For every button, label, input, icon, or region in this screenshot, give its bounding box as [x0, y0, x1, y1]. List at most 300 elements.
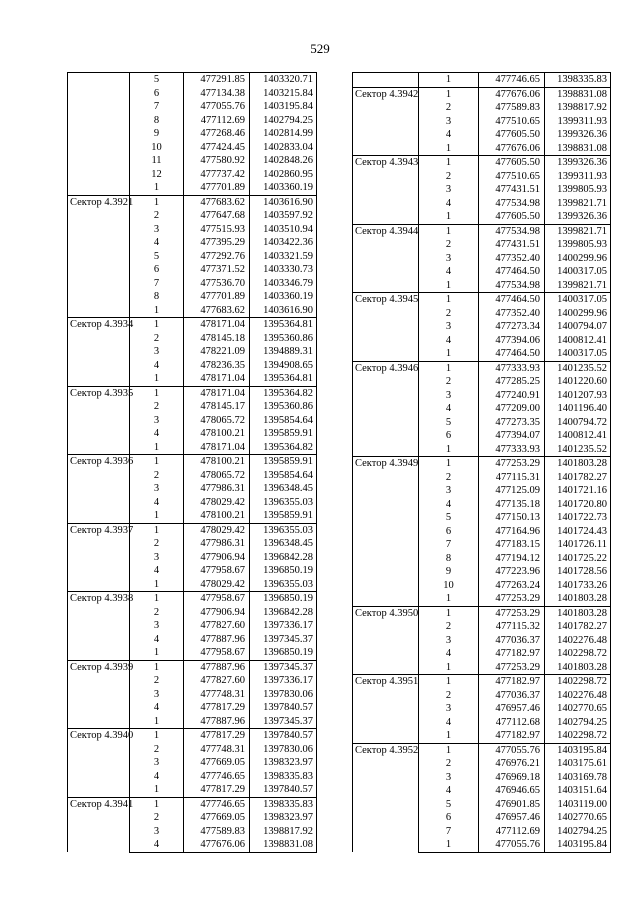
coordinate-x: 477182.97 [479, 647, 545, 661]
coordinate-x: 477887.96 [184, 633, 250, 647]
coordinate-y: 1398831.08 [250, 838, 317, 852]
coordinate-y: 1403119.00 [545, 798, 611, 812]
point-number: 1 [130, 797, 184, 811]
coordinate-y: 1398817.92 [545, 101, 611, 115]
coordinate-y: 1399805.93 [545, 238, 611, 252]
point-number: 2 [419, 238, 479, 252]
coordinate-y: 1394889.31 [250, 345, 317, 359]
coordinate-x: 477536.70 [184, 277, 250, 291]
coordinate-x: 477223.96 [479, 565, 545, 579]
sector-name: Сектор 4.3939 [68, 660, 130, 729]
point-number: 4 [130, 564, 184, 578]
coordinate-x: 476976.21 [479, 757, 545, 771]
table-row [68, 455, 317, 469]
point-number: 5 [130, 250, 184, 264]
point-number: 2 [419, 471, 479, 485]
point-number: 2 [130, 674, 184, 688]
coordinate-x: 478029.42 [184, 523, 250, 537]
coordinate-y: 1401782.27 [545, 471, 611, 485]
coordinate-x: 477986.31 [184, 482, 250, 496]
coordinate-x: 477115.32 [479, 620, 545, 634]
coordinate-y: 1400812.41 [545, 334, 611, 348]
coordinate-y: 1403175.61 [545, 757, 611, 771]
point-number: 8 [130, 290, 184, 304]
coordinate-y: 1401728.56 [545, 565, 611, 579]
point-number: 5 [419, 416, 479, 430]
coordinate-x: 477183.15 [479, 538, 545, 552]
coordinate-y: 1399326.36 [545, 128, 611, 142]
point-number: 3 [419, 634, 479, 648]
point-number: 7 [419, 825, 479, 839]
point-number: 7 [130, 277, 184, 291]
point-number: 1 [130, 304, 184, 318]
coordinate-x: 477333.93 [479, 361, 545, 375]
coordinate-x: 478145.17 [184, 400, 250, 414]
point-number: 1 [130, 386, 184, 400]
table-row [68, 73, 317, 87]
coordinate-y: 1399326.36 [545, 210, 611, 224]
coordinate-y: 1400794.07 [545, 320, 611, 334]
coordinate-y: 1402298.72 [545, 675, 611, 689]
point-number: 1 [419, 361, 479, 375]
point-number: 2 [130, 606, 184, 620]
point-number: 1 [419, 675, 479, 689]
table-row [68, 386, 317, 400]
point-number: 3 [130, 619, 184, 633]
coordinate-y: 1399311.93 [545, 170, 611, 184]
point-number: 1 [130, 660, 184, 674]
sector-name: Сектор 4.3945 [353, 293, 419, 362]
sector-name: Сектор 4.3946 [353, 361, 419, 457]
coordinate-x: 477394.07 [479, 429, 545, 443]
point-number: 1 [419, 592, 479, 606]
coordinate-x: 477055.76 [479, 743, 545, 757]
table-row [353, 606, 611, 620]
point-number: 9 [419, 565, 479, 579]
point-number: 4 [130, 427, 184, 441]
point-number: 6 [419, 525, 479, 539]
coordinate-y: 1403616.90 [250, 195, 317, 209]
coordinate-x: 477240.91 [479, 389, 545, 403]
coordinate-x: 476957.46 [479, 702, 545, 716]
coordinate-x: 477209.00 [479, 402, 545, 416]
coordinate-y: 1396355.03 [250, 523, 317, 537]
coordinate-y: 1403360.19 [250, 290, 317, 304]
coordinate-y: 1403330.73 [250, 263, 317, 277]
coordinate-x: 477958.67 [184, 564, 250, 578]
coordinate-y: 1396842.28 [250, 551, 317, 565]
point-number: 1 [419, 224, 479, 238]
point-number: 4 [130, 496, 184, 510]
coordinate-x: 477371.52 [184, 263, 250, 277]
coordinate-y: 1403215.84 [250, 87, 317, 101]
coordinate-y: 1397840.57 [250, 783, 317, 797]
coordinate-x: 477958.67 [184, 646, 250, 660]
point-number: 3 [130, 414, 184, 428]
coordinate-y: 1401721.16 [545, 484, 611, 498]
coordinate-y: 1398335.83 [250, 770, 317, 784]
coordinate-y: 1398323.97 [250, 811, 317, 825]
coordinate-x: 477394.06 [479, 334, 545, 348]
coordinate-x: 477292.76 [184, 250, 250, 264]
point-number: 3 [130, 345, 184, 359]
coordinate-x: 477036.37 [479, 634, 545, 648]
coordinate-y: 1403195.84 [250, 100, 317, 114]
sector-name: Сектор 4.3921 [68, 195, 130, 318]
point-number: 4 [130, 633, 184, 647]
coordinate-y: 1397840.57 [250, 729, 317, 743]
coordinate-y: 1402770.65 [545, 811, 611, 825]
coordinate-x: 477395.29 [184, 236, 250, 250]
coordinate-y: 1402298.72 [545, 729, 611, 743]
coordinate-y: 1403422.36 [250, 236, 317, 250]
coordinate-x: 477817.29 [184, 701, 250, 715]
coordinate-y: 1401803.28 [545, 592, 611, 606]
point-number: 1 [419, 729, 479, 743]
point-number: 1 [419, 743, 479, 757]
point-number: 6 [130, 263, 184, 277]
coordinate-y: 1401782.27 [545, 620, 611, 634]
coordinate-y: 1401726.11 [545, 538, 611, 552]
sector-name: Сектор 4.3944 [353, 224, 419, 293]
point-number: 9 [130, 127, 184, 141]
point-number: 4 [419, 334, 479, 348]
coordinate-x: 477817.29 [184, 783, 250, 797]
coordinate-x: 477253.29 [479, 661, 545, 675]
coordinate-y: 1396348.45 [250, 482, 317, 496]
coordinate-x: 478065.72 [184, 414, 250, 428]
point-number: 1 [130, 783, 184, 797]
sector-name: Сектор 4.3934 [68, 318, 130, 387]
coordinate-x: 477676.06 [479, 142, 545, 156]
point-number: 1 [130, 523, 184, 537]
point-number: 1 [130, 592, 184, 606]
coordinate-y: 1401722.73 [545, 511, 611, 525]
coordinate-x: 477748.31 [184, 743, 250, 757]
coordinate-x: 477534.98 [479, 279, 545, 293]
point-number: 3 [419, 183, 479, 197]
point-number: 4 [419, 402, 479, 416]
point-number: 3 [130, 482, 184, 496]
coordinates-table-right [352, 72, 611, 853]
coordinate-y: 1396355.03 [250, 578, 317, 592]
coordinate-y: 1398335.83 [250, 797, 317, 811]
coordinate-y: 1395854.64 [250, 414, 317, 428]
coordinate-x: 477164.96 [479, 525, 545, 539]
coordinate-x: 478171.04 [184, 372, 250, 386]
point-number: 11 [130, 154, 184, 168]
coordinate-y: 1403616.90 [250, 304, 317, 318]
coordinate-x: 477055.76 [184, 100, 250, 114]
coordinate-y: 1397830.06 [250, 688, 317, 702]
coordinate-x: 477194.12 [479, 552, 545, 566]
point-number: 3 [130, 825, 184, 839]
table-row [353, 87, 611, 101]
point-number: 1 [130, 181, 184, 195]
coordinate-y: 1400317.05 [545, 265, 611, 279]
coordinate-y: 1397336.17 [250, 674, 317, 688]
coordinate-y: 1402833.04 [250, 141, 317, 155]
point-number: 5 [419, 511, 479, 525]
coordinate-x: 477748.31 [184, 688, 250, 702]
coordinate-y: 1395364.82 [250, 386, 317, 400]
coordinate-x: 477701.89 [184, 181, 250, 195]
coordinate-y: 1395364.82 [250, 441, 317, 455]
coordinate-x: 477589.83 [479, 101, 545, 115]
coordinate-y: 1399311.93 [545, 115, 611, 129]
coordinate-x: 477605.50 [479, 156, 545, 170]
coordinate-y: 1397345.37 [250, 715, 317, 729]
coordinate-x: 477510.65 [479, 115, 545, 129]
coordinate-y: 1399821.71 [545, 224, 611, 238]
coordinate-x: 477424.45 [184, 141, 250, 155]
coordinate-x: 477115.31 [479, 471, 545, 485]
coordinate-y: 1395364.81 [250, 372, 317, 386]
coordinate-y: 1402794.25 [250, 114, 317, 128]
point-number: 4 [419, 128, 479, 142]
coordinate-x: 477352.40 [479, 252, 545, 266]
coordinate-y: 1401235.52 [545, 361, 611, 375]
coordinate-x: 477647.68 [184, 209, 250, 223]
coordinate-x: 477887.96 [184, 715, 250, 729]
coordinate-x: 477580.92 [184, 154, 250, 168]
coordinate-y: 1401220.60 [545, 375, 611, 389]
table-row [353, 156, 611, 170]
coordinate-x: 477701.89 [184, 290, 250, 304]
point-number: 2 [419, 101, 479, 115]
coordinate-y: 1401196.40 [545, 402, 611, 416]
coordinate-y: 1400317.05 [545, 347, 611, 361]
table-row [68, 660, 317, 674]
coordinate-x: 476969.18 [479, 771, 545, 785]
coordinate-x: 477958.67 [184, 592, 250, 606]
coordinate-y: 1397345.37 [250, 660, 317, 674]
point-number: 2 [130, 743, 184, 757]
coordinate-y: 1396850.19 [250, 646, 317, 660]
coordinate-y: 1400299.96 [545, 252, 611, 266]
point-number: 3 [130, 756, 184, 770]
coordinate-y: 1403151.64 [545, 784, 611, 798]
coordinate-x: 478029.42 [184, 496, 250, 510]
point-number: 10 [130, 141, 184, 155]
point-number: 1 [130, 318, 184, 332]
point-number: 1 [130, 441, 184, 455]
coordinate-y: 1403597.92 [250, 209, 317, 223]
point-number: 1 [419, 142, 479, 156]
sector-name: Сектор 4.3950 [353, 606, 419, 675]
coordinate-y: 1397840.57 [250, 701, 317, 715]
coordinate-x: 477887.96 [184, 660, 250, 674]
coordinate-y: 1402860.95 [250, 168, 317, 182]
coordinate-y: 1395859.91 [250, 455, 317, 469]
coordinate-y: 1401803.28 [545, 606, 611, 620]
coordinate-y: 1403195.84 [545, 838, 611, 852]
point-number: 3 [419, 115, 479, 129]
sector-name: Сектор 4.3942 [353, 87, 419, 156]
point-number: 2 [130, 469, 184, 483]
coordinate-y: 1401733.26 [545, 579, 611, 593]
point-number: 2 [419, 689, 479, 703]
point-number: 1 [419, 661, 479, 675]
sector-name: Сектор 4.3949 [353, 457, 419, 607]
point-number: 1 [419, 457, 479, 471]
point-number: 1 [130, 195, 184, 209]
coordinate-y: 1403320.71 [250, 73, 317, 87]
point-number: 4 [130, 770, 184, 784]
table-row [353, 675, 611, 689]
coordinate-y: 1395859.91 [250, 509, 317, 523]
coordinate-y: 1401235.52 [545, 443, 611, 457]
coordinate-y: 1403510.94 [250, 223, 317, 237]
point-number: 2 [130, 332, 184, 346]
coordinate-x: 477464.50 [479, 347, 545, 361]
point-number: 4 [419, 647, 479, 661]
point-number: 10 [419, 579, 479, 593]
coordinate-y: 1399805.93 [545, 183, 611, 197]
table-row [353, 224, 611, 238]
coordinate-y: 1400812.41 [545, 429, 611, 443]
point-number: 12 [130, 168, 184, 182]
coordinate-y: 1398831.08 [545, 87, 611, 101]
point-number: 2 [419, 375, 479, 389]
coordinate-y: 1395859.91 [250, 427, 317, 441]
point-number: 1 [419, 443, 479, 457]
coordinate-y: 1401725.22 [545, 552, 611, 566]
coordinate-x: 477676.06 [184, 838, 250, 852]
coordinate-x: 477134.38 [184, 87, 250, 101]
coordinate-x: 477253.29 [479, 592, 545, 606]
coordinate-y: 1402770.65 [545, 702, 611, 716]
coordinate-x: 477464.50 [479, 265, 545, 279]
coordinate-x: 477333.93 [479, 443, 545, 457]
coordinate-x: 478029.42 [184, 578, 250, 592]
point-number: 2 [130, 811, 184, 825]
coordinate-x: 477352.40 [479, 307, 545, 321]
coordinate-x: 477285.25 [479, 375, 545, 389]
point-number: 1 [419, 838, 479, 852]
coordinate-x: 478065.72 [184, 469, 250, 483]
sector-name: Сектор 4.3941 [68, 797, 130, 852]
point-number: 2 [419, 307, 479, 321]
coordinate-x: 477827.60 [184, 619, 250, 633]
coordinate-y: 1401803.28 [545, 661, 611, 675]
table-row [68, 797, 317, 811]
coordinate-x: 478236.35 [184, 359, 250, 373]
coordinate-x: 477182.97 [479, 729, 545, 743]
coordinate-x: 477605.50 [479, 210, 545, 224]
point-number: 3 [419, 252, 479, 266]
coordinate-x: 477746.65 [184, 797, 250, 811]
coordinates-table-left [67, 72, 317, 853]
coordinate-y: 1401724.43 [545, 525, 611, 539]
coordinate-x: 477669.05 [184, 756, 250, 770]
point-number: 1 [130, 715, 184, 729]
coordinate-x: 477431.51 [479, 183, 545, 197]
table-row [353, 293, 611, 307]
point-number: 7 [419, 538, 479, 552]
table-row [68, 318, 317, 332]
coordinate-y: 1402814.99 [250, 127, 317, 141]
point-number: 1 [419, 606, 479, 620]
page-number: 529 [310, 41, 330, 56]
coordinate-x: 477150.13 [479, 511, 545, 525]
table-row [68, 729, 317, 743]
table-row [68, 592, 317, 606]
coordinate-y: 1403195.84 [545, 743, 611, 757]
coordinate-x: 477669.05 [184, 811, 250, 825]
coordinate-y: 1401207.93 [545, 389, 611, 403]
point-number: 7 [130, 100, 184, 114]
coordinate-x: 477746.65 [184, 770, 250, 784]
coordinate-y: 1403169.78 [545, 771, 611, 785]
coordinate-x: 478100.21 [184, 455, 250, 469]
coordinate-x: 476957.46 [479, 811, 545, 825]
coordinate-x: 477589.83 [184, 825, 250, 839]
coordinate-y: 1400794.72 [545, 416, 611, 430]
point-number: 3 [419, 389, 479, 403]
coordinate-y: 1403321.59 [250, 250, 317, 264]
point-number: 1 [130, 578, 184, 592]
coordinate-x: 478171.04 [184, 318, 250, 332]
point-number: 1 [130, 372, 184, 386]
coordinate-x: 477112.69 [479, 825, 545, 839]
point-number: 6 [419, 429, 479, 443]
coordinate-y: 1396850.19 [250, 564, 317, 578]
sector-name: Сектор 4.3943 [353, 156, 419, 225]
point-number: 1 [419, 279, 479, 293]
coordinate-x: 477746.65 [479, 73, 545, 88]
point-number: 4 [419, 784, 479, 798]
coordinate-y: 1399326.36 [545, 156, 611, 170]
coordinate-y: 1398323.97 [250, 756, 317, 770]
coordinate-y: 1399821.71 [545, 197, 611, 211]
coordinate-x: 477268.46 [184, 127, 250, 141]
coordinate-y: 1395360.86 [250, 332, 317, 346]
coordinate-x: 477676.06 [479, 87, 545, 101]
coordinate-y: 1400299.96 [545, 307, 611, 321]
coordinate-x: 477273.34 [479, 320, 545, 334]
table-row [68, 195, 317, 209]
table-row [353, 73, 611, 88]
point-number: 3 [419, 702, 479, 716]
point-number: 8 [130, 114, 184, 128]
coordinate-x: 477464.50 [479, 293, 545, 307]
coordinate-x: 477112.69 [184, 114, 250, 128]
point-number: 3 [130, 223, 184, 237]
coordinate-x: 476946.65 [479, 784, 545, 798]
coordinate-y: 1396850.19 [250, 592, 317, 606]
coordinate-x: 477036.37 [479, 689, 545, 703]
coordinate-y: 1398335.83 [545, 73, 611, 88]
point-number: 5 [130, 73, 184, 87]
coordinate-x: 477534.98 [479, 224, 545, 238]
point-number: 2 [130, 537, 184, 551]
coordinate-y: 1403346.79 [250, 277, 317, 291]
coordinate-x: 478171.04 [184, 386, 250, 400]
table-row [68, 523, 317, 537]
sector-name: Сектор 4.3937 [68, 523, 130, 592]
coordinate-x: 477817.29 [184, 729, 250, 743]
coordinate-y: 1402794.25 [545, 825, 611, 839]
point-number: 1 [419, 73, 479, 88]
coordinate-x: 477112.68 [479, 716, 545, 730]
point-number: 4 [130, 838, 184, 852]
point-number: 3 [419, 771, 479, 785]
sector-name [353, 73, 419, 88]
coordinate-y: 1402794.25 [545, 716, 611, 730]
coordinate-y: 1401720.80 [545, 498, 611, 512]
coordinate-y: 1400317.05 [545, 293, 611, 307]
